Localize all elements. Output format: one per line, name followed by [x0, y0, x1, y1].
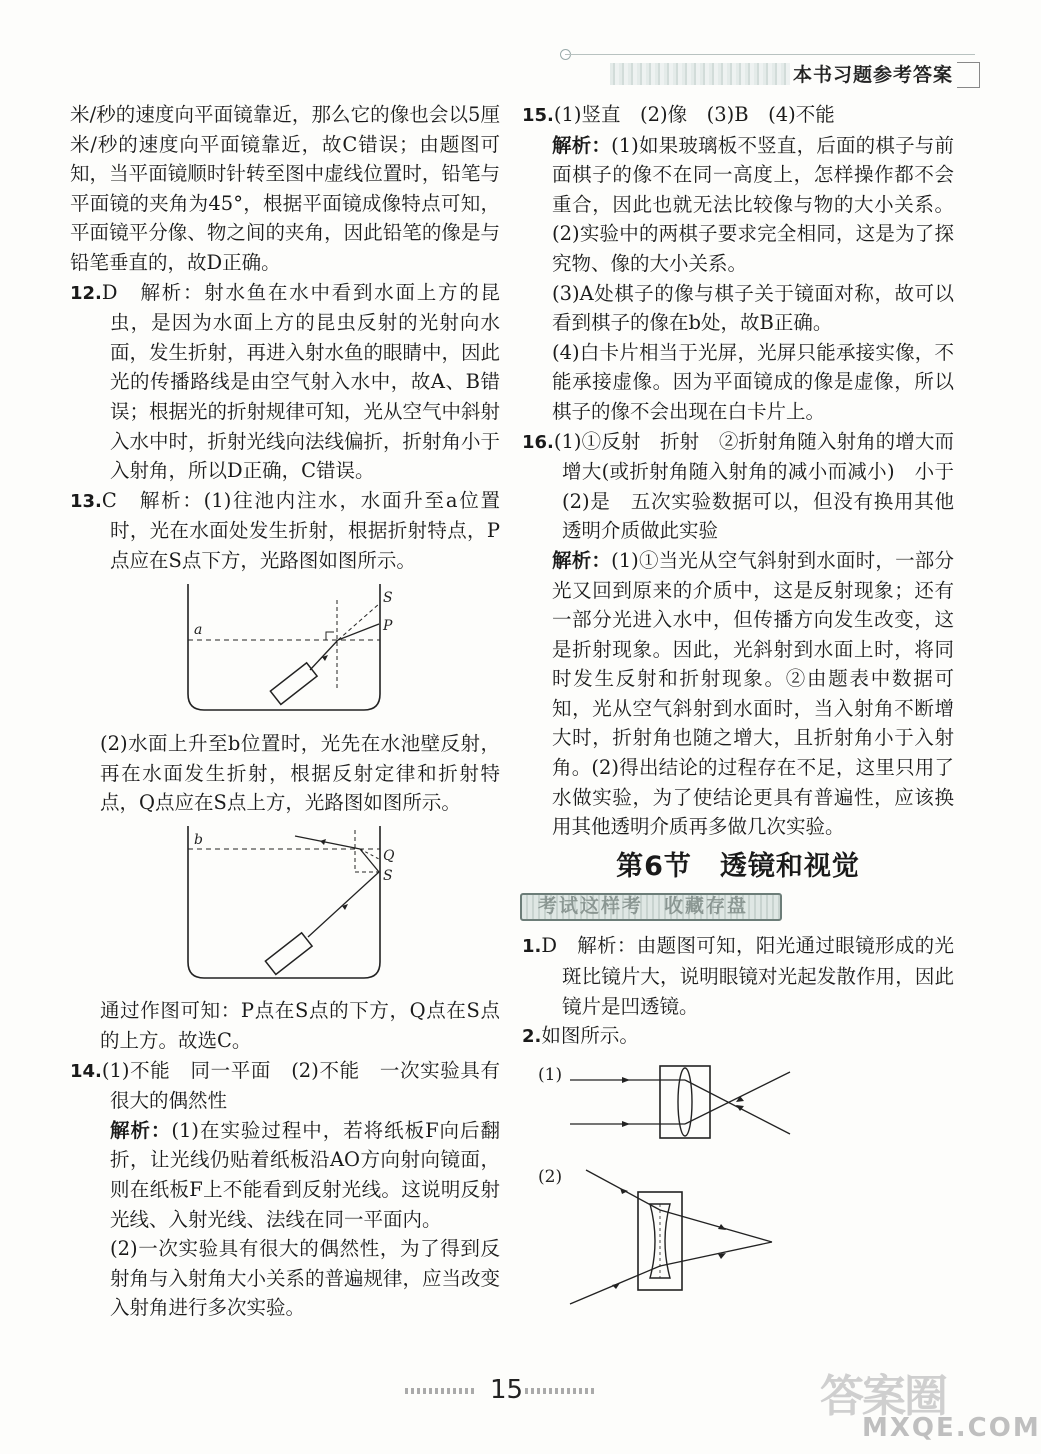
label-S: S: [383, 589, 393, 606]
running-header: 本书习题参考答案: [793, 64, 954, 86]
lens2-label: (2): [538, 1167, 563, 1188]
light-path-figure-a: [70, 582, 500, 726]
conclusion-13: 通过作图可知：P点在S点的下方，Q点在S点的上方。故选C。: [100, 999, 500, 1053]
analysis-15: [522, 131, 954, 279]
answer-13-part2: (2)水面上升至b位置时，光先在水池壁反射，再在水面发生折射，根据反射定律和折射特点，Q点应在S点上方，光路图如图所示。: [100, 732, 500, 815]
answer-text: (1)①反射 折射 ②折射角随入射角的增大而增大(或折射角随入射角的减小而减小) 小于 (2)是 五次实验数据可以，但没有换用其他透明介质做此实验: [553, 429, 974, 543]
question-number: 2.: [522, 1026, 542, 1048]
analysis-16: [522, 546, 954, 842]
answer-12: [70, 278, 500, 486]
lens1-label: (1): [538, 1064, 563, 1085]
question-number: 13.: [70, 490, 102, 512]
page-number: 15: [490, 1375, 524, 1405]
answer-16: [522, 427, 974, 546]
analysis-15-part4: (4)白卡片相当于光屏，光屏只能承接实像，不能承接虚像。因为平面镜成的像是虚像，所以棋子的像不会出现在白卡片上。: [552, 340, 954, 423]
right-column: [522, 100, 974, 1325]
label-P: P: [383, 617, 393, 634]
answer-text: D 解析：射水鱼在水中看到水面上方的昆虫，是因为水面上方的昆虫反射的光射向水面，发生折射，再进入射水鱼的眼睛中，因此光的传播路线是由空气射入水中，故A、B错误；根据光的折射规律可知，光从空气中斜射入水中时，折射光线向法线偏折，折射角小于入射角，所以D正确，C错误。: [101, 280, 501, 483]
analysis-label: 解析：: [552, 133, 612, 157]
answer-text: D 解析：由题图可知，阳光通过眼镜形成的光斑比镜片大，说明眼镜对光起发散作用，因此镜片是凹透镜。: [541, 934, 954, 1018]
label-a: a: [194, 621, 203, 638]
answer-text: 如图所示。: [541, 1024, 639, 1048]
lens-answer-1: [522, 931, 954, 1021]
analysis-text: (1)①当光从空气斜射到水面时，一部分光又回到原来的介质中，这是反射现象；还有一部分光进入水中，但传播方向发生改变，这是折射现象。因此，光斜射到水面上时，将同时发生反射和折射现象。②由题表中数据可知，光从空气斜射到水面时，当入射角不断增大时，折射角也随之增大，且折射角小于入射角。(2)得出结论的过程存在不足，这里只用了水做实验，为了使结论更具有普遍性，应该换用其他透明介质再多做几次实验。: [552, 548, 954, 839]
answer-text: (1)不能 同一平面 (2)不能 一次实验具有很大的偶然性: [101, 1058, 500, 1113]
footer-ornament-right: [525, 1388, 595, 1394]
exam-banner: [520, 889, 782, 919]
header-bracket: [957, 62, 980, 88]
question-number: 14.: [70, 1060, 102, 1082]
question-number: 15.: [522, 105, 554, 126]
analysis-14-part2: (2)一次实验具有很大的偶然性，为了得到反射角与入射角大小关系的普遍规律，应当改变入射角进行多次实验。: [110, 1237, 501, 1320]
continued-answer: 米/秒的速度向平面镜靠近，那么它的像也会以5厘米/秒的速度向平面镜靠近，故C错误；由题图可知，当平面镜顺时针转至图中虚线位置时，铅笔与平面镜的夹角为45°，根据平面镜成像特点可知，平面镜平分像、物之间的夹角，因此铅笔的像是与铅笔垂直的，故D正确。: [70, 103, 500, 274]
light-path-figure-b: [70, 824, 500, 993]
label-Q: Q: [383, 847, 395, 864]
analysis-text: (1)如果玻璃板不竖直，后面的棋子与前面棋子的像不在同一高度上，怎样操作都不会重合，因此也就无法比较像与物的大小关系。(2)实验中的两棋子要求完全相同，这是为了探究物、像的大小关系。: [552, 133, 954, 275]
left-column: [70, 100, 500, 1323]
question-number: 1.: [522, 936, 542, 958]
analysis-label: 解析：: [552, 548, 612, 572]
lens-answer-2: [522, 1021, 954, 1052]
label-b: b: [194, 831, 203, 848]
header-band: [610, 63, 790, 85]
analysis-14: [70, 1116, 500, 1234]
answer-text: (1)竖直 (2)像 (3)B (4)不能: [553, 103, 835, 126]
analysis-15-part3: (3)A处棋子的像与棋子关于镜面对称，故可以看到棋子的像在b处，故B正确。: [552, 281, 954, 335]
label-S2: S: [383, 867, 393, 884]
answer-text: C 解析：(1)往池内注水，水面升至a位置时，光在水面处发生折射，根据折射特点，P点应在S点下方，光路图如图所示。: [101, 488, 500, 572]
footer-ornament-left: [405, 1388, 475, 1394]
analysis-text: (1)在实验过程中，若将纸板F向后翻折，让光线仍贴着纸板沿AO方向射向镜面，则在纸板F上不能看到反射光线。这说明反射光线、入射光线、法线在同一平面内。: [110, 1118, 500, 1231]
banner-text: 考试这样考 收藏存盘: [538, 895, 749, 918]
concave-lens-figure: [522, 1162, 954, 1321]
watermark-url: MXQE.COM: [862, 1413, 1041, 1443]
answer-13: [70, 486, 500, 576]
answer-14: [70, 1056, 500, 1116]
header-rule: [565, 54, 975, 55]
section-title: 第6节 透镜和视觉: [616, 850, 860, 882]
convex-lens-figure: [522, 1058, 954, 1157]
question-number: 12.: [70, 282, 102, 304]
question-number: 16.: [522, 431, 554, 453]
watermark-logo: 答案圈: [820, 1371, 946, 1422]
answer-15: [522, 100, 954, 131]
analysis-label: 解析：: [110, 1118, 172, 1142]
